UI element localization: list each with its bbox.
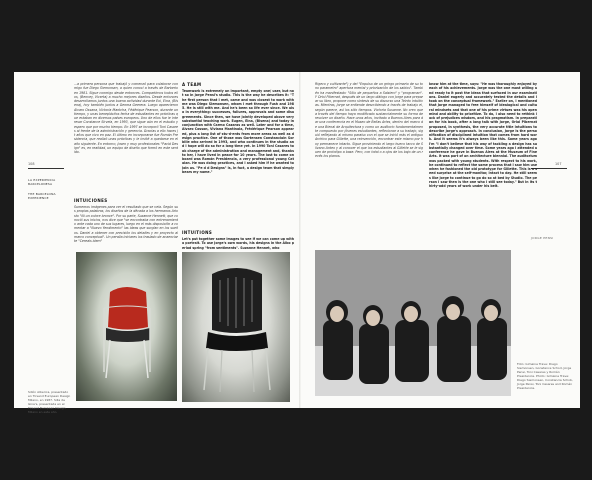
- chair-photo-red: [76, 252, 177, 401]
- heading-intuitions: INTUITIONS: [182, 230, 213, 235]
- heading-intuiciones: INTUICIONES: [74, 198, 108, 203]
- team-illustration: [315, 250, 511, 396]
- chair-photo-black: [182, 252, 290, 402]
- page-number-right: 107: [555, 162, 562, 166]
- section-label-en-2: EXPERIENCE: [28, 196, 49, 200]
- running-head: JORGE PENSI: [531, 236, 554, 240]
- body-paragraph-es-right: Rigeco y cultivante") y del "Enpulso de un gringo primario de su tono parametro" apertura mental y priorización de los sabios". También ha manifestado: "Sólo de pequeños a Salsiero" y "programan". Y Oriol Pibernat, después de un largo diálogo con Jorge para preparar su libro, propone como síntesis de su discurso una Teinto intuitivas. Mientras, Jorge se entiende describiendo a través de trabajo el, según parece, así los sólo tiempos. Victoria Susanne. No creo que a través del tiempo haya modificado sustancialmente su forma de resolver un diseño. Hace unos años, invitado a Buenos Aires para dar una conferencia en el Museo de Bellas Artes, dentro del marco de una Bienal de Arquitectura y como un auditorio fundamentalmente compuesto por jóvenes estudiantes, reflexionar a su trabajo, siguió reflejando al mismo paraíso con el que se inició más el antiguo Archivo para Gillette, una reinvención, encontrar este mismo por hoy permanece intacto. Sigue proviniendo el largo hueco tacco de Silvano Anteo y al conocer el que los estudiantes al Gillette se le siguen de prototipo a base. Pero, con total o a ojos de los bajo de un revés los planos.: [315, 82, 423, 159]
- intro-paragraph-es: ...a primera persona que trabajó y comenzó para colaborar conmigo fue Diego Siemonsen, a quien conocí a través de Barberio en 1981. Sigue conmigo desde entonces. Compartimos todos ellos, (Benvey, Vicerta) a mucho mejores diseños. Desde entonces desarrollamos juntos una buena actividad durante Exi, Elna, (Bisena), hoy también juntos a Genma Geerera. Luego aparecieron Alvaro Ossana, Victoria Mantcha, Fédérique Pearson, durante un tiempo, y unas beneplácitos fecha de estudiantes en prácticas que estaban en diversos países europeos. Uno de ellos fue le interesar Constance Sirvela, en 1993, que sigue aún en el estudio y espero que por mucho tiempo. En 1997 se incorporó Toni Casares al frente de la administración y gerencia. Gracias a ello haces jt años que vivo en paz. El último en incorporarse fue Román Presidencia, que realizó unas prácticas y le invité a quedarse en el año siguiente. En entorno, Josen y muy profesionales "Pavid Design" es, en realidad, un equipo de diseño que formó en este sentido.: [74, 82, 178, 154]
- body-paragraph-en: Let's put together some images to see if we can come up with a portrait. To use Jorge's own words, his designs in the Albo period spring "from sentiments". Suzanne Hennet, who: [182, 237, 294, 250]
- team-photo-caption: Foto: Gimaine Trave: Diego Siemonsen, Gonstance Schod, Jorge Pensi, Toni Casares y Román Presidencia. Photo: Gimaine Trave: Diego Siemonsen, Constancia Schob, Jorge Pensi, Toni Casares and Román Presidencia.: [517, 362, 573, 390]
- body-paragraph-en-right: know him at the time, says: "He was thoroughly enjoyed by each of his achievements. Jorge was the one most willing and ready to it post the ideas that surfaced in our examinations. Daniel eagerly and accurately tested the details and I took on the conceptual framework." Earlier on, I mentioned that Jorge managed to free himself of idealogical and cultural mindsets and that one of his prime virtues was his open mind and ability to prioritize. To do, I also need to rethink lack of prejudices wisdom, and his pragmatism. In preparation for his book, after a long talk with Jorge, Oriol Pibernat proposed, in synthesis, the very accurate title Intuitions to describe Jorge's approach. In conclusion, Jorge is the personification of disciplined intuition that comes from hard work. And it seems it's always been like this. Some years ago I'm "I don't believe that his way of tackling a design has substantially changed over time. Some years ago I attended a conference he gave in Buenos Aires at the Museum of Fine Arts. It was part of an architecture biennial. The auditorium was packed with young students. With respect to his work, he continued to reflect the same process that I saw him use when he fashioned the old prototype for Gillette. This is a seed surprise at the self-monitor, intact to day. He still seems like Jorge to continue to go do so at bed by Studio. The person I saw then is the one who I still see today." But in its thirty-odd years of work under his belt.: [429, 82, 537, 188]
- right-page: [301, 72, 580, 408]
- chair-black-illustration: [182, 252, 290, 402]
- photo-caption-es: Sillón Alberica, presentado en Tirsend European Design Milano, en 1987. Silla de Gina's, presentada en el Tirsend European Design Milano en este año.: [28, 390, 71, 414]
- section-label-es-2: BARCELONESA: [28, 182, 53, 186]
- body-paragraph-es: Sumemos imágenes para ver el resultado que se veía. Según sus propias palabras, los diseños de la década a los hermanos Ariosto "Ni un colore bronce". Por su parte, Suzanne Hennett, que conoció sus inicios, nos dice que "se encontraba con entrenamiento ante cada uno de sus lugares, luego en el más disposición a comentar a "Nuevo Yendimento" las ideas que surgían en los sueños. Daniel a obtener con precisión los detalles y en proyecto al marco conceptual". Un peralla iniciares los traslado de acaenciarte "Cereals idem": [74, 205, 178, 243]
- page-number-left: 108: [28, 162, 35, 166]
- side-rule: [28, 168, 64, 169]
- team-group-photo: [315, 250, 511, 396]
- section-label-en-1: THE BARCELONA: [28, 192, 56, 196]
- section-label-es-1: LA EXPERIENCIA: [28, 178, 56, 182]
- chair-red-illustration: [76, 252, 177, 401]
- heading-a-team: A TEAM: [182, 82, 202, 87]
- intro-paragraph-en: Teamwork is extremely an important, empty one/ user, but not so in Jorge Pensi's studio. This is the way he describes it: "The first person that I met, came and was closest to work with me was Diego Siemonsen, whom I met through Fush and 1985. He is still with me. And he's been so life ever since. We also in everything: successes, failures, approvals and some disagreements. Since then, we have jointly developed above very substantial teaching work. Eugen, Elna, (Bisena) and today in conjunction with Carmo Cazaras as well. Later and for a time, Alvaro Cosson, Viviana Mantinola, Frédérique Pearson appeared, plus a long list of stu-d-ents from more areas as well as design practice. One of those was Gortensen Constanciain Sorbille who arrived in 1993, and who continues in the studio and I hope will do so for a long time yet. In 1990 Toni Casares took charge of the administration and management and, thanks to her, I have lived in peace for 10 years. The last to come onboard was Román Presidencia, a very professional young Catalan. He was doing practices, and I asked him if he wanted to join us. "Pe d d Designs" is, in fact, a design team that simply bears my name.": [182, 89, 294, 174]
- left-page: [14, 72, 301, 414]
